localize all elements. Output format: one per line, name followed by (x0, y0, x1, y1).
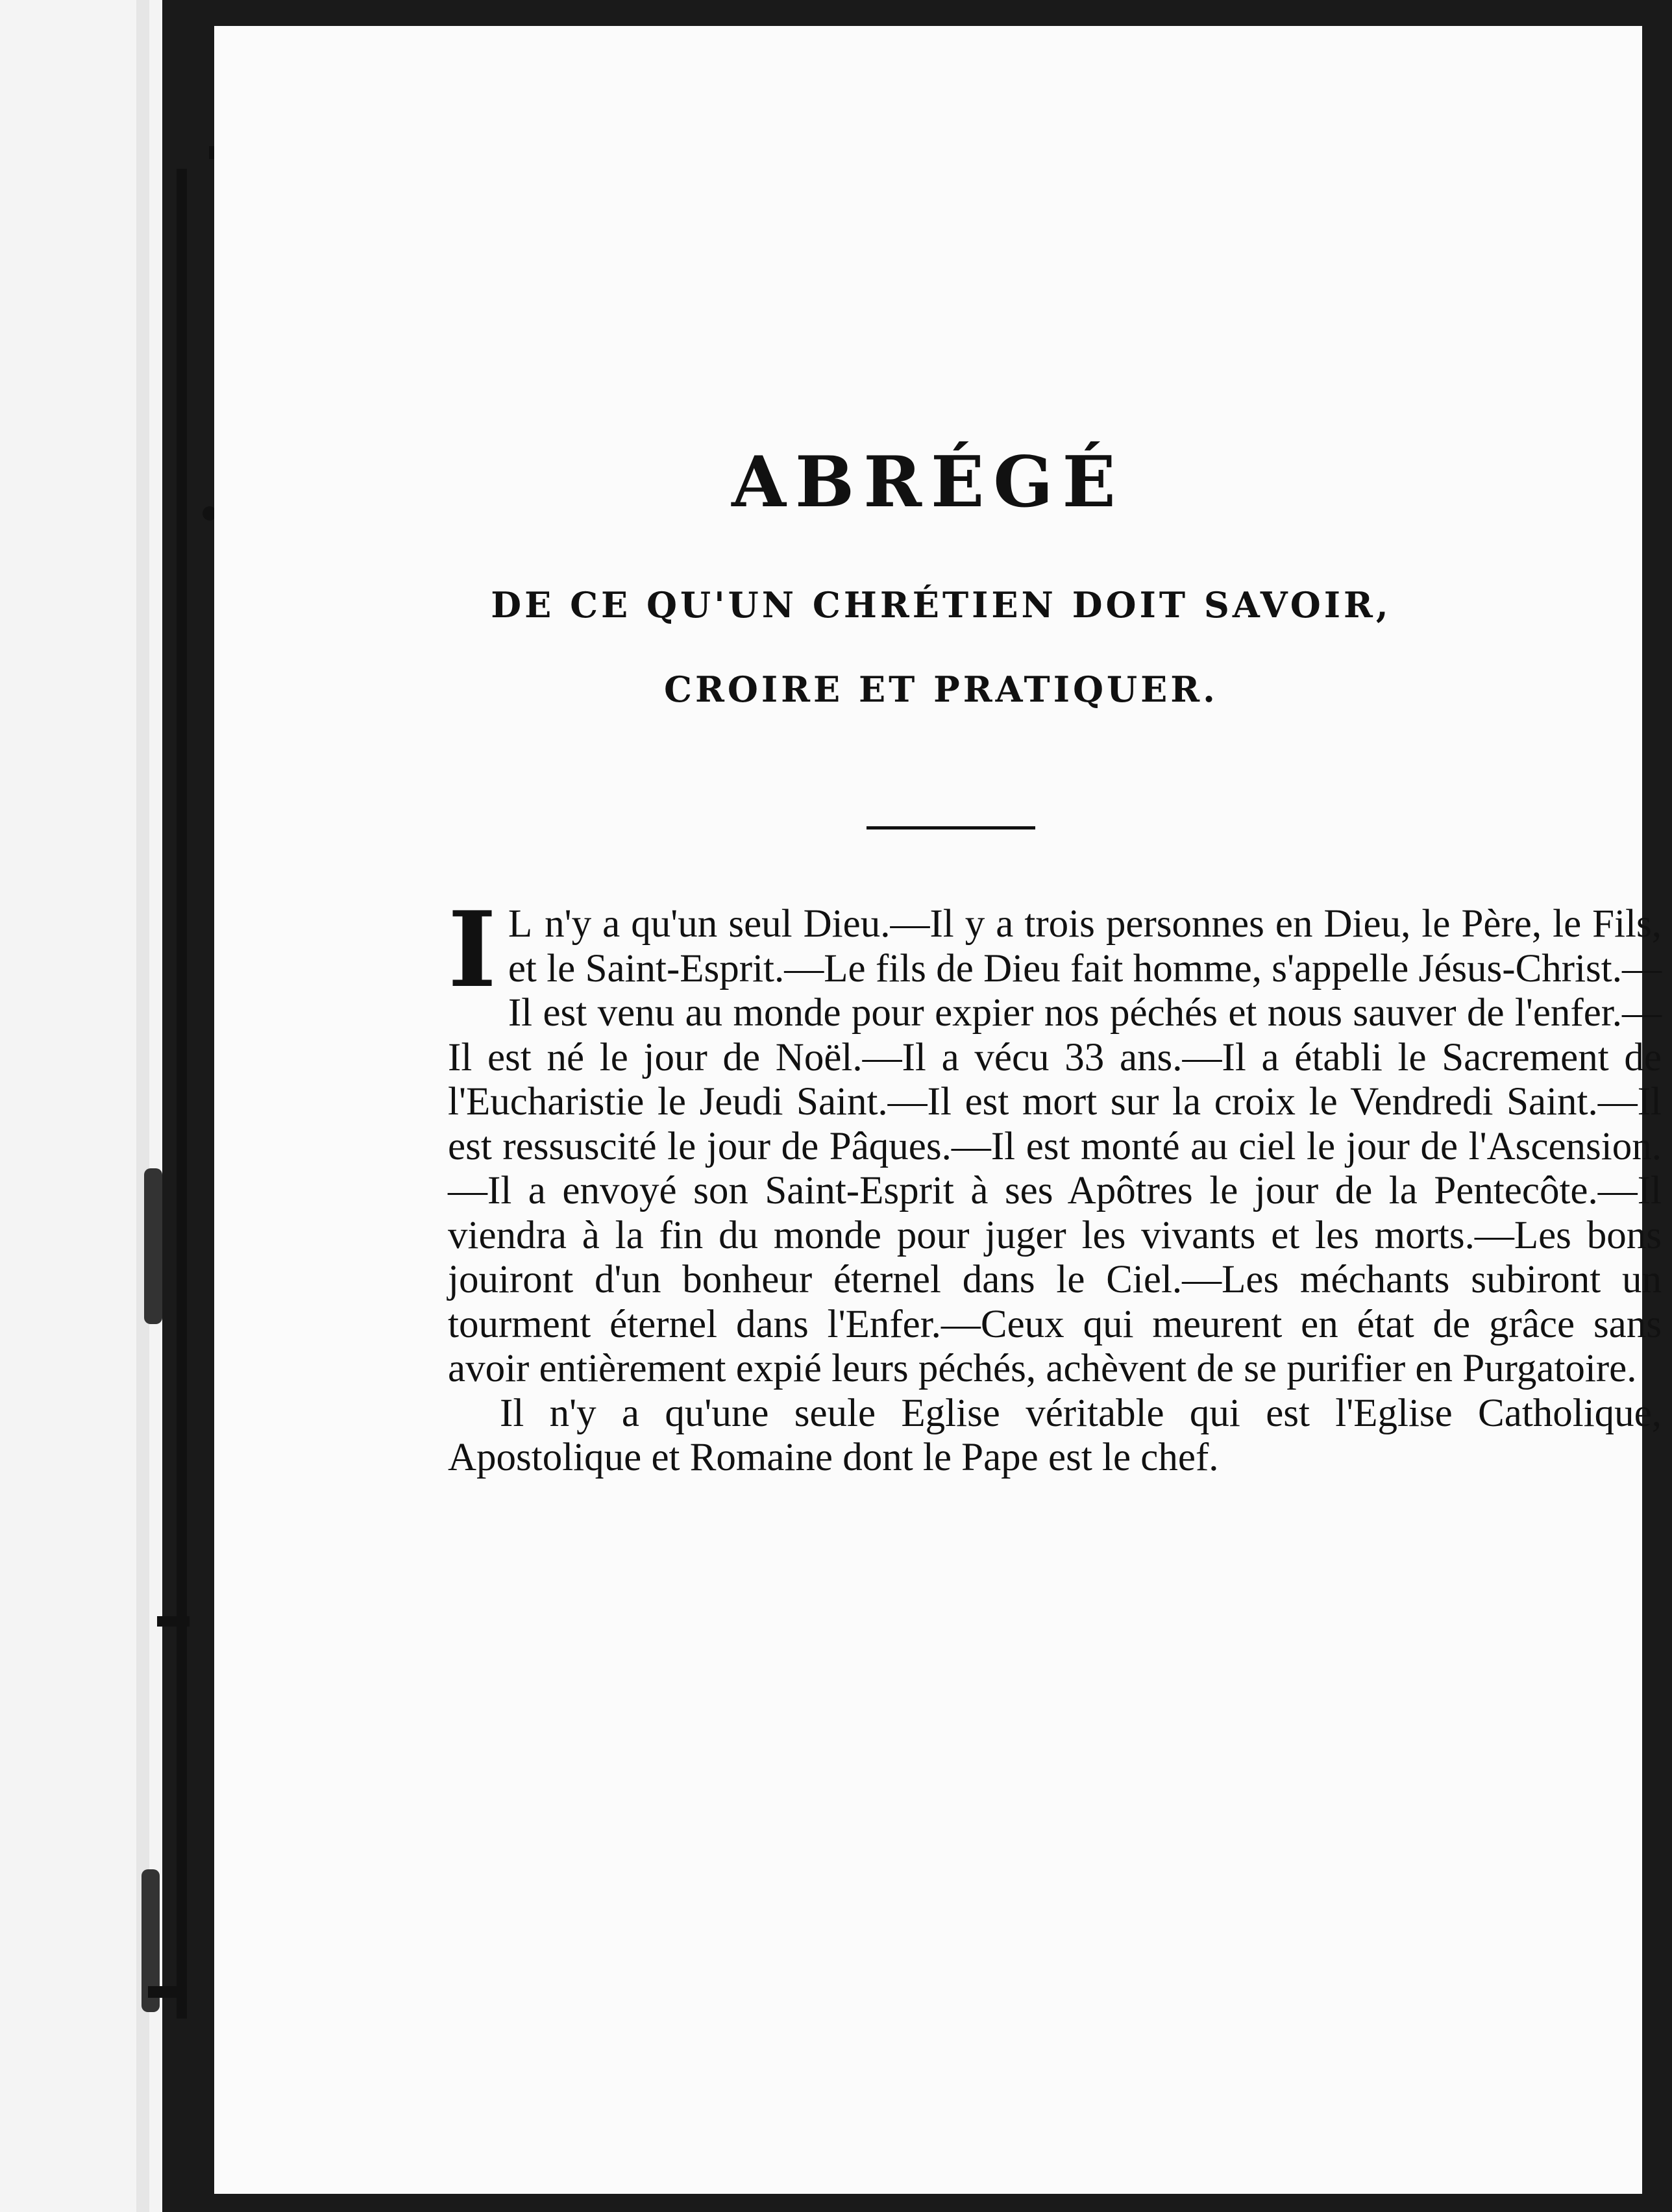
paragraph-1-text: n'y a qu'un seul Dieu.—Il y a trois personnes en Dieu, le Père, le Fils, et le Saint-Esprit.—Le fils de Dieu fait homme, s'appelle Jésus-Christ.—Il est venu au monde pour expier nos péchés et nous sauver de l'enfer.—Il est né le jour de Noël.—Il a vécu 33 ans.—Il a établi le Sacrement de l'Eucharistie le Jeudi Saint.—Il est mort sur la croix le Vendredi Saint.—Il est ressuscité le jour de Pâques.—Il est monté au ciel le jour de l'Ascension.—Il a envoyé son Saint-Esprit à ses Apôtres le jour de la Pentecôte.—Il viendra à la fin du monde pour juger les vivants et les morts.—Les bons jouiront d'un bonheur éternel dans le Ciel.—Les méchants subiront un tourment éternel dans l'Enfer.—Ceux qui meurent en état de grâce sans avoir entièrement expié leurs péchés, achèvent de se purifier en Purgatoire. (448, 902, 1662, 1390)
drop-cap: I (448, 889, 497, 1011)
paragraph-2: Il n'y a qu'une seule Eglise véritable qui est l'Eglise Catholique, Apostolique et Romaine dont le Pape est le chef. (448, 1391, 1662, 1479)
binding-line (177, 169, 187, 2019)
subtitle-line-2: CROIRE ET PRATIQUER. (664, 669, 1218, 710)
binding-thread-2 (157, 1616, 190, 1627)
binding-thread-1 (144, 1168, 162, 1324)
paragraph-1 (448, 889, 1662, 1392)
book-page (214, 26, 1662, 2194)
page-title: ABRÉGÉ (731, 441, 1125, 523)
body-text (448, 889, 1662, 1481)
paragraph-1-lead: L (508, 902, 534, 946)
section-divider (867, 826, 1035, 830)
subtitle-line-1: DE CE QU'UN CHRÉTIEN DOIT SAVOIR, (491, 584, 1392, 626)
binding-bracket (148, 1986, 179, 1998)
